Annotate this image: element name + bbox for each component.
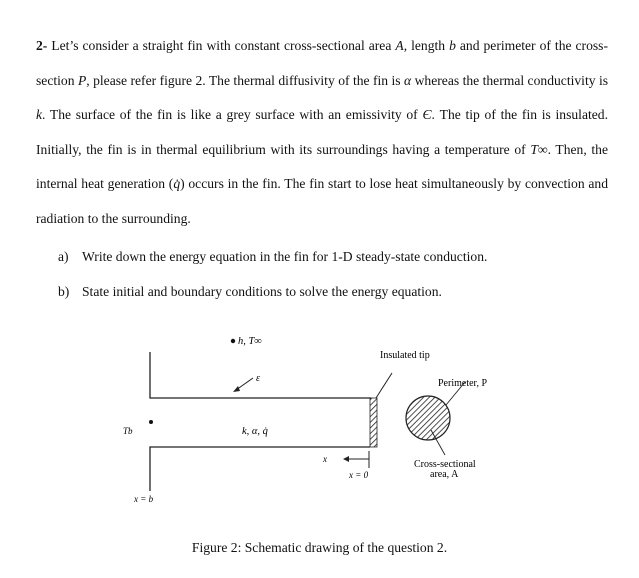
part-a-label: a) [58, 249, 69, 264]
problem-text-7: . The tip of the fin is insulated. Initially, the fin is in thermal equilibrium with its surroundings having a temperature of [36, 107, 608, 157]
symbol-q-dot: q̇ [173, 176, 181, 192]
symbol-emissivity: Є [422, 107, 432, 123]
problem-text-6: . The surface of the fin is like a grey surface with an emissivity of [42, 107, 423, 123]
figure-caption: Figure 2: Schematic drawing of the question 2. [191, 540, 448, 555]
tb-dot [149, 420, 153, 424]
insulated-tip-label: Insulated tip [380, 350, 430, 361]
convection-dot [231, 339, 235, 343]
convection-label: h, T∞ [238, 336, 262, 347]
fin-top-outline [150, 352, 371, 398]
problem-text-2: , length [403, 38, 450, 53]
x0-label: x = 0 [349, 470, 369, 480]
part-b-text: State initial and boundary conditions to solve the energy equation. [82, 284, 442, 299]
insulated-tip-leader [376, 373, 392, 398]
problem-text-4: , please refer figure 2. The thermal diffusivity of the fin is [86, 72, 405, 88]
material-label: k, α, q̇ [242, 426, 268, 437]
problem-text-5: whereas the thermal conductivity is [411, 72, 609, 88]
cross-section-label-2: area, A [430, 469, 459, 480]
symbol-length: b [449, 38, 456, 53]
xb-label: x = b [134, 494, 154, 504]
fin-bottom-outline [150, 447, 370, 491]
x-axis-label: x [323, 454, 327, 464]
symbol-alpha: α [404, 72, 412, 88]
perimeter-label: Perimeter, P [438, 378, 488, 389]
part-a-text: Write down the energy equation in the fin for 1-D steady-state conduction. [82, 249, 488, 264]
cross-section-label-1: Cross-sectional [414, 459, 476, 470]
problem-text-1: Let’s consider a straight fin with constant cross-sectional area [47, 38, 396, 53]
emissivity-label: ε [256, 373, 260, 384]
symbol-area: A [395, 38, 404, 53]
problem-text-9: ) occurs in the fin. The fin start to lose heat simultaneously by convection and radiation to the surrounding. [36, 176, 608, 226]
problem-number: 2- [36, 38, 48, 53]
cross-section-circle [406, 396, 450, 440]
emissivity-arrow-head [233, 386, 240, 392]
tb-label: Tb [123, 426, 133, 436]
part-b-label: b) [58, 284, 70, 299]
insulated-tip [370, 398, 377, 447]
symbol-perimeter: P [77, 72, 87, 88]
problem-text-3: and perimeter of the cross-section [36, 38, 608, 88]
x-axis-arrow-head [343, 456, 349, 462]
symbol-k: k [36, 107, 43, 123]
problem-text-8: . Then, the internal heat generation ( [36, 141, 608, 192]
symbol-t-infinity: T∞ [530, 141, 548, 157]
